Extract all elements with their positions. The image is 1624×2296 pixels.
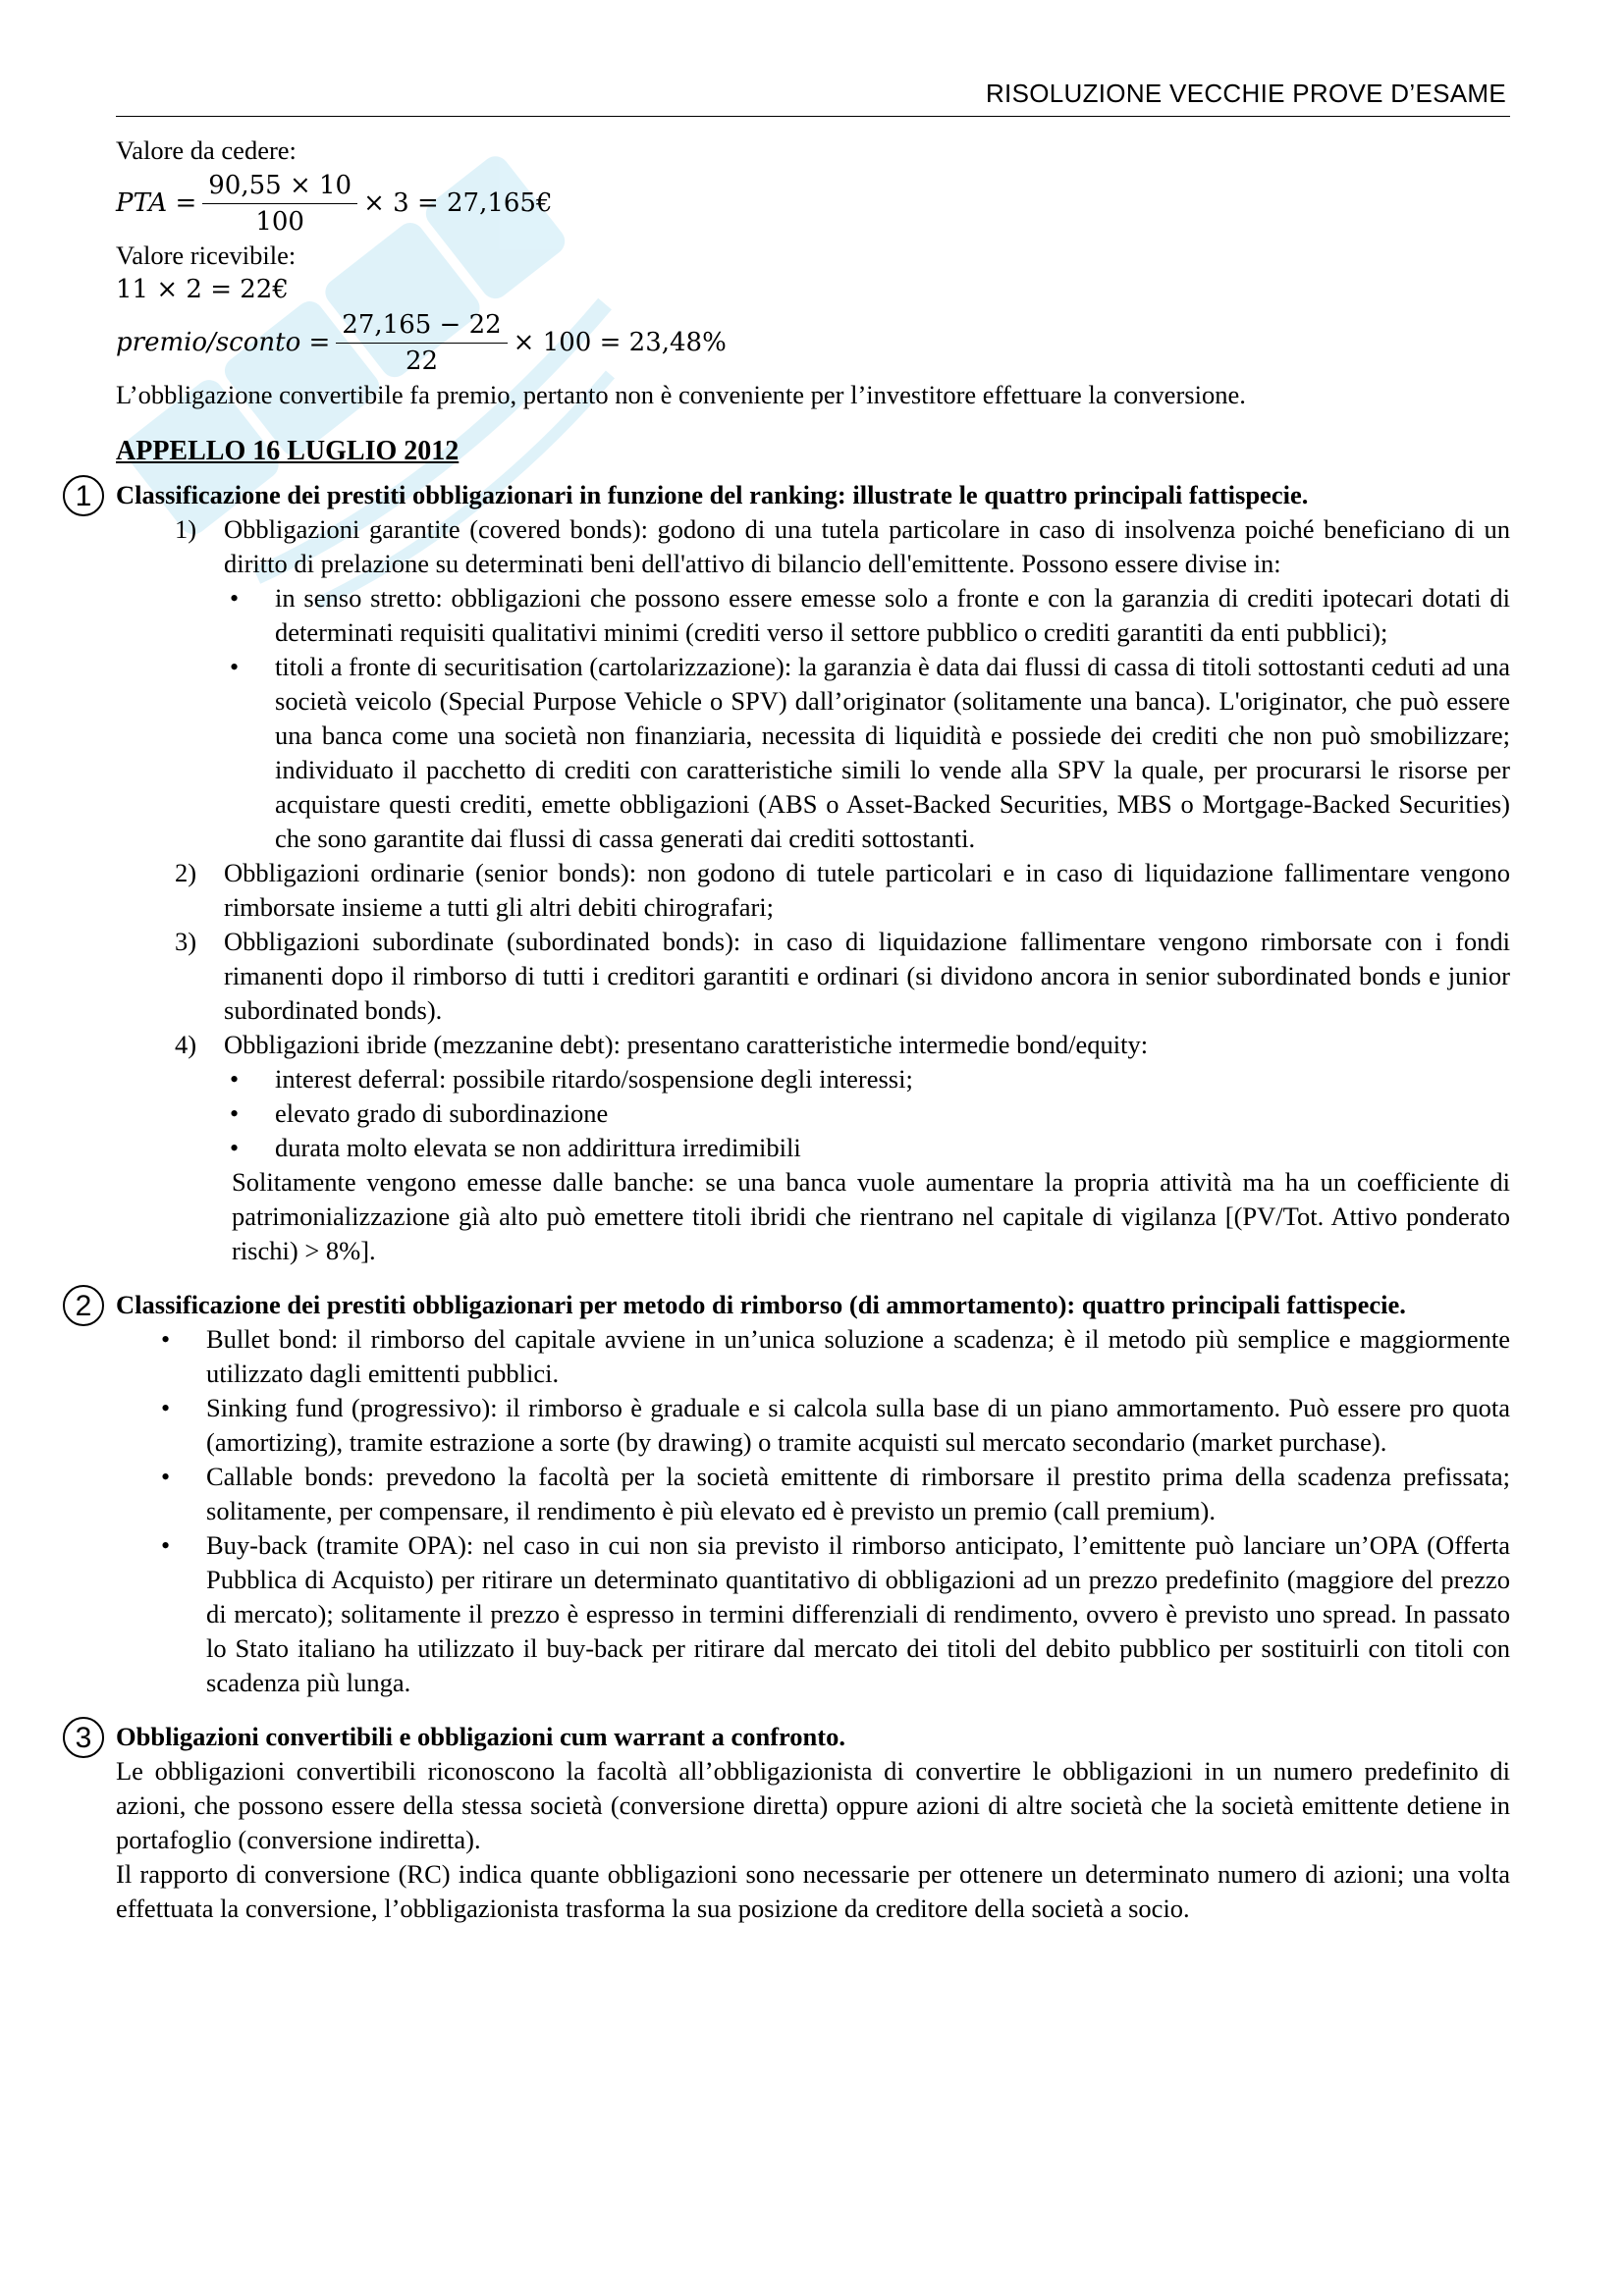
hybrid-note: Solitamente vengono emesse dalle banche: se una banca vuole aumentare la propria attività ma ha un coefficiente di patrimonializzazione già alto può emettere titoli ibridi che rientrano nel capitale di vigilanza [(PV/Tot. Attivo ponderato rischi) > 8%].: [232, 1167, 1510, 1265]
paragraph: Le obbligazioni convertibili riconoscono la facoltà all’obbligazionista di convertire le obbligazioni in un numero predefinito di azioni, che possono essere della stessa società (conversione diretta) oppure azioni di altre società che la società emittente detiene in portafoglio (conversione indiretta).: [116, 1756, 1510, 1854]
valore-cedere-label: Valore da cedere:: [116, 135, 297, 165]
premio-rhs: × 100 = 23,48%: [513, 327, 727, 357]
question-3-text: Obbligazioni convertibili e obbligazioni cum warrant a confronto.: [116, 1722, 845, 1751]
pta-numerator: 90,55 × 10: [202, 170, 357, 204]
list-item-number: 4): [175, 1030, 197, 1059]
list-item: [175, 512, 1510, 581]
pta-lhs: PTA =: [116, 187, 197, 218]
list-item-number: 3): [175, 927, 197, 956]
list-item: [175, 1028, 1510, 1062]
covered-bonds-bullets: [226, 581, 1510, 856]
bullet-item: • Buy-back (tramite OPA): nel caso in cui non sia previsto il rimborso anticipato, l’emittente può lanciare un’OPA (Offerta Pubblica di Acquisto) per ritirare un determinato quantitativo di obbligazioni ad un prezzo predefinito (maggiore del prezzo di mercato); solitamente il prezzo è espresso in termini differenziali di rendimento, ovvero è previsto uno spread. In passato lo Stato italiano ha utilizzato il buy-back per ritirare dal mercato dei titoli del debito pubblico per sostituirli con titoli con scadenza più lunga.: [157, 1528, 1510, 1700]
page-header: [116, 79, 1510, 117]
question-number-circle: 1: [63, 475, 104, 516]
premio-numerator: 27,165 − 22: [336, 309, 507, 344]
mezzanine-bullets: [226, 1062, 1510, 1165]
list-item-text: Obbligazioni subordinate (subordinated bonds): in caso di liquidazione fallimentare vengono rimborsate con i fondi rimanenti dopo il rimborso di tutti i creditori garantiti e ordinari (si dividono ancora in senior subordinated bonds e junior subordinated bonds).: [224, 927, 1510, 1025]
paragraph: Il rapporto di conversione (RC) indica quante obbligazioni sono necessarie per ottenere un determinato numero di azioni; una volta effettuata la conversione, l’obbligazionista trasforma la sua posizione da creditore della società a socio.: [116, 1859, 1510, 1923]
list-item-text: Obbligazioni garantite (covered bonds): godono di una tutela particolare in caso di insolvenza poiché beneficiano di un diritto di prelazione su determinati beni dell'attivo di bilancio dell'emittente. Possono essere divise in:: [224, 514, 1510, 578]
bullet-item: • in senso stretto: obbligazioni che possono essere emesse solo a fronte e con la garanzia di crediti ipotecari dotati di determinati requisiti qualitativi minimi (crediti verso il settore pubblico o crediti garantiti da enti pubblici);: [226, 581, 1510, 650]
premio-lhs: premio/sconto =: [116, 327, 331, 357]
question-2-text: Classificazione dei prestiti obbligazionari per metodo di rimborso (di ammortamento): quattro principali fattispecie.: [116, 1290, 1406, 1319]
section-heading-appello: APPELLO 16 LUGLIO 2012: [116, 436, 460, 466]
ranking-list: [175, 512, 1510, 1165]
bullet-item: • Callable bonds: prevedono la facoltà per la società emittente di rimborsare il prestito prima della scadenza prefissata; solitamente, per compensare, il rendimento è più elevato ed è previsto un premio (call premium).: [157, 1460, 1510, 1528]
pta-fraction: [202, 170, 357, 238]
document-body: [75, 133, 1510, 1926]
bullet-item: • elevato grado di subordinazione: [226, 1096, 1510, 1131]
bullet-item: • titoli a fronte di securitisation (cartolarizzazione): la garanzia è data dai flussi di cassa di titoli sottostanti ceduti ad una società veicolo (Special Purpose Vehicle o SPV) dall’originator (solitamente una banca). L'originator, che può essere una banca come una società non finanziaria, necessita di liquidità e possiede dei crediti che non può smobilizzare; individuato il pacchetto di crediti con caratteristiche simili lo vende alla SPV la quale, per procurarsi le risorse per acquistare questi crediti, emette obbligazioni (ABS o Asset-Backed Securities, MBS o Mortgage-Backed Securities) che sono garantite dai flussi di cassa generati dai crediti sottostanti.: [226, 650, 1510, 856]
premio-denominator: 22: [405, 346, 439, 376]
question-2-title: [75, 1288, 1510, 1322]
list-item-text: Obbligazioni ibride (mezzanine debt): presentano caratteristiche intermedie bond/equity:: [224, 1030, 1149, 1059]
list-item-number: 2): [175, 858, 197, 887]
question-1-text: Classificazione dei prestiti obbligazionari in funzione del ranking: illustrate le quattro principali fattispecie.: [116, 480, 1309, 509]
ricevibile-expr: 11 × 2 = 22€: [116, 275, 289, 304]
question-3-title: [75, 1720, 1510, 1754]
header-title: RISOLUZIONE VECCHIE PROVE D’ESAME: [985, 79, 1506, 108]
bullet-item: • durata molto elevata se non addirittura irredimibili: [226, 1131, 1510, 1165]
premio-fraction: [336, 309, 507, 377]
pta-rhs: × 3 = 27,165€: [363, 187, 553, 218]
bullet-item: • interest deferral: possibile ritardo/sospensione degli interessi;: [226, 1062, 1510, 1096]
list-item: [175, 856, 1510, 925]
list-item-number: 1): [175, 514, 197, 544]
bullet-item: • Bullet bond: il rimborso del capitale avviene in un’unica soluzione a scadenza; è il metodo più semplice e maggiormente utilizzato dagli emittenti pubblici.: [157, 1322, 1510, 1391]
list-item-text: Obbligazioni ordinarie (senior bonds): non godono di tutele particolari e in caso di liquidazione fallimentare vengono rimborsate insieme a tutti gli altri debiti chirografari;: [224, 858, 1510, 922]
question-1-title: [75, 478, 1510, 512]
pta-equation: [116, 168, 1510, 239]
bullet-item: • Sinking fund (progressivo): il rimborso è graduale e si calcola sulla base di un piano ammortamento. Può essere pro quota (amortizing), tramite estrazione a sorte (by drawing) o tramite acquisti sul mercato secondario (market purchase).: [157, 1391, 1510, 1460]
premio-equation: [116, 307, 1510, 378]
question-number-circle: 3: [63, 1717, 104, 1758]
calc-conclusion: L’obbligazione convertibile fa premio, pertanto non è conveniente per l’investitore effettuare la conversione.: [116, 380, 1246, 409]
valore-ricevibile-label: Valore ricevibile:: [116, 240, 297, 270]
repayment-list: [157, 1322, 1510, 1700]
pta-denominator: 100: [255, 206, 304, 237]
list-item: [175, 925, 1510, 1028]
question-number-circle: 2: [63, 1285, 104, 1326]
